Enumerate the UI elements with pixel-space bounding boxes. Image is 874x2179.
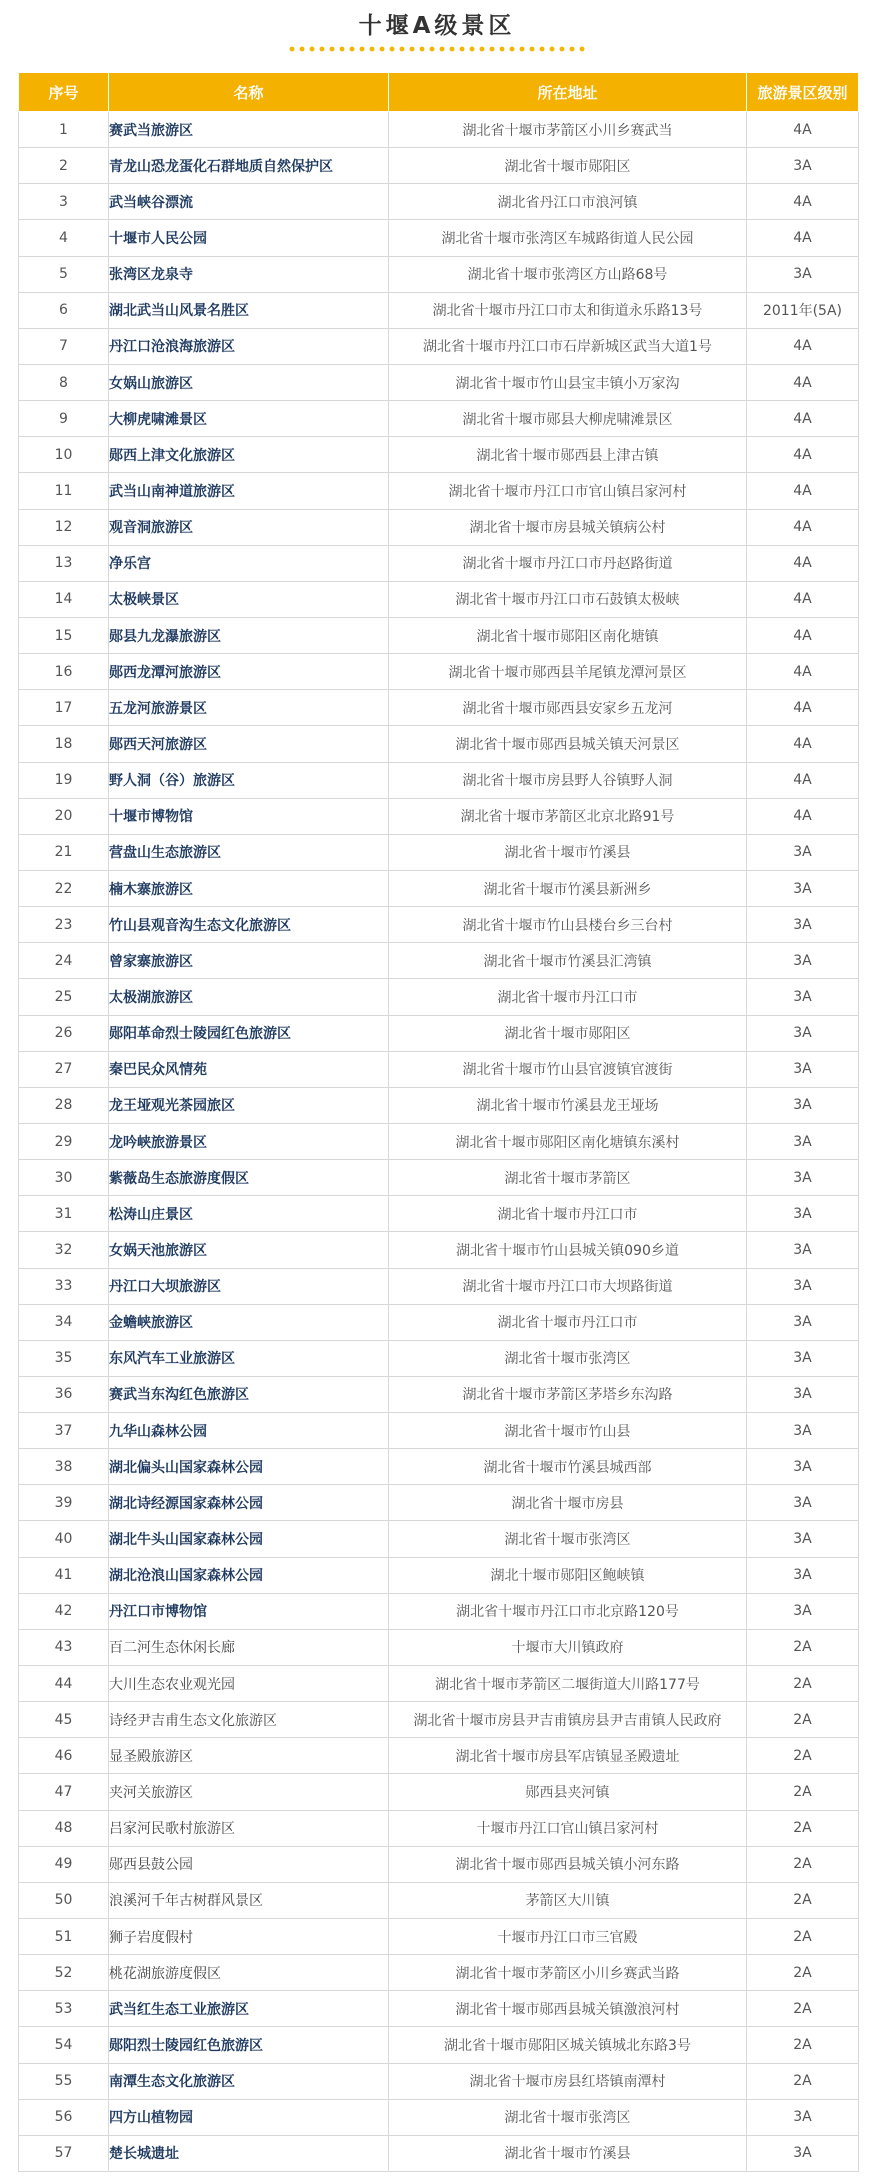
row-name: 南潭生态文化旅游区 bbox=[109, 2063, 389, 2099]
row-level: 4A bbox=[747, 328, 859, 364]
row-index: 19 bbox=[19, 762, 109, 798]
row-level: 4A bbox=[747, 473, 859, 509]
row-index: 35 bbox=[19, 1340, 109, 1376]
row-level: 2A bbox=[747, 2063, 859, 2099]
row-name: 郧西县鼓公园 bbox=[109, 1846, 389, 1882]
row-level: 2A bbox=[747, 1774, 859, 1810]
row-level: 2A bbox=[747, 1846, 859, 1882]
row-index: 56 bbox=[19, 2099, 109, 2135]
row-name: 大川生态农业观光园 bbox=[109, 1666, 389, 1702]
row-index: 49 bbox=[19, 1846, 109, 1882]
row-name: 曾家寨旅游区 bbox=[109, 943, 389, 979]
row-address: 湖北省十堰市茅箭区小川乡赛武当 bbox=[389, 112, 747, 148]
scenic-spot-table bbox=[18, 72, 859, 2172]
row-name: 十堰市人民公园 bbox=[109, 220, 389, 256]
table-row bbox=[19, 654, 859, 690]
table-row bbox=[19, 1485, 859, 1521]
table-row bbox=[19, 690, 859, 726]
row-address: 湖北省十堰市郧县大柳虎啸滩景区 bbox=[389, 401, 747, 437]
row-level: 4A bbox=[747, 184, 859, 220]
row-address: 湖北省十堰市郧阳区 bbox=[389, 1015, 747, 1051]
row-level: 3A bbox=[747, 1485, 859, 1521]
row-name: 龙王垭观光茶园旅区 bbox=[109, 1087, 389, 1123]
row-address: 湖北省十堰市茅箭区北京北路91号 bbox=[389, 798, 747, 834]
table-row bbox=[19, 617, 859, 653]
row-index: 54 bbox=[19, 2027, 109, 2063]
header-level: 旅游景区级别 bbox=[747, 73, 859, 112]
row-level: 3A bbox=[747, 1413, 859, 1449]
row-name: 湖北偏头山国家森林公园 bbox=[109, 1449, 389, 1485]
row-level: 3A bbox=[747, 979, 859, 1015]
row-index: 2 bbox=[19, 148, 109, 184]
table-row bbox=[19, 1629, 859, 1665]
row-address: 湖北省十堰市丹江口市 bbox=[389, 979, 747, 1015]
row-name: 诗经尹吉甫生态文化旅游区 bbox=[109, 1702, 389, 1738]
row-level: 3A bbox=[747, 1160, 859, 1196]
row-name: 郧县九龙瀑旅游区 bbox=[109, 617, 389, 653]
row-name: 湖北牛头山国家森林公园 bbox=[109, 1521, 389, 1557]
row-level: 4A bbox=[747, 690, 859, 726]
row-address: 湖北省十堰市竹山县楼台乡三台村 bbox=[389, 907, 747, 943]
row-name: 赛武当东沟红色旅游区 bbox=[109, 1376, 389, 1412]
table-row bbox=[19, 328, 859, 364]
table-row bbox=[19, 1991, 859, 2027]
row-address: 茅箭区大川镇 bbox=[389, 1882, 747, 1918]
table-row bbox=[19, 581, 859, 617]
page-title: 十堰A级景区 bbox=[358, 13, 516, 39]
row-name: 浪溪河千年古树群风景区 bbox=[109, 1882, 389, 1918]
row-index: 55 bbox=[19, 2063, 109, 2099]
row-address: 湖北省十堰市郧阳区城关镇城北东路3号 bbox=[389, 2027, 747, 2063]
row-index: 4 bbox=[19, 220, 109, 256]
row-address: 湖北省十堰市房县红塔镇南潭村 bbox=[389, 2063, 747, 2099]
row-index: 53 bbox=[19, 1991, 109, 2027]
row-index: 47 bbox=[19, 1774, 109, 1810]
header-index: 序号 bbox=[19, 73, 109, 112]
row-level: 4A bbox=[747, 364, 859, 400]
row-index: 10 bbox=[19, 437, 109, 473]
row-index: 43 bbox=[19, 1629, 109, 1665]
row-level: 3A bbox=[747, 1015, 859, 1051]
row-address: 湖北省十堰市竹山县城关镇090乡道 bbox=[389, 1232, 747, 1268]
row-level: 4A bbox=[747, 798, 859, 834]
row-index: 8 bbox=[19, 364, 109, 400]
row-address: 湖北省十堰市茅箭区 bbox=[389, 1160, 747, 1196]
table-row bbox=[19, 1015, 859, 1051]
row-name: 郧阳烈士陵园红色旅游区 bbox=[109, 2027, 389, 2063]
row-level: 2A bbox=[747, 2027, 859, 2063]
row-name: 湖北沧浪山国家森林公园 bbox=[109, 1557, 389, 1593]
row-index: 37 bbox=[19, 1413, 109, 1449]
row-address: 湖北省十堰市丹江口市丹赵路街道 bbox=[389, 545, 747, 581]
row-index: 26 bbox=[19, 1015, 109, 1051]
row-level: 2A bbox=[747, 1955, 859, 1991]
row-level: 2A bbox=[747, 1991, 859, 2027]
row-level: 3A bbox=[747, 1232, 859, 1268]
row-address: 湖北省十堰市丹江口市北京路120号 bbox=[389, 1593, 747, 1629]
row-name: 郧西天河旅游区 bbox=[109, 726, 389, 762]
table-row bbox=[19, 220, 859, 256]
row-index: 38 bbox=[19, 1449, 109, 1485]
row-level: 3A bbox=[747, 148, 859, 184]
row-address: 湖北省十堰市竹溪县龙王垭场 bbox=[389, 1087, 747, 1123]
table-row bbox=[19, 834, 859, 870]
row-level: 3A bbox=[747, 1304, 859, 1340]
row-address: 湖北省十堰市茅箭区小川乡赛武当路 bbox=[389, 1955, 747, 1991]
row-name: 太极湖旅游区 bbox=[109, 979, 389, 1015]
row-name: 东风汽车工业旅游区 bbox=[109, 1340, 389, 1376]
row-level: 3A bbox=[747, 1123, 859, 1159]
table-row bbox=[19, 148, 859, 184]
row-name: 紫薇岛生态旅游度假区 bbox=[109, 1160, 389, 1196]
row-address: 湖北省十堰市丹江口市官山镇吕家河村 bbox=[389, 473, 747, 509]
row-address: 湖北省十堰市房县野人谷镇野人洞 bbox=[389, 762, 747, 798]
row-index: 41 bbox=[19, 1557, 109, 1593]
table-row bbox=[19, 1051, 859, 1087]
table-row bbox=[19, 509, 859, 545]
table-body bbox=[19, 112, 859, 2172]
row-address: 湖北省十堰市张湾区 bbox=[389, 2099, 747, 2135]
row-level: 3A bbox=[747, 2135, 859, 2171]
table-header-row bbox=[19, 73, 859, 112]
table-row bbox=[19, 979, 859, 1015]
row-level: 3A bbox=[747, 2099, 859, 2135]
row-name: 吕家河民歌村旅游区 bbox=[109, 1810, 389, 1846]
row-name: 金蟾峡旅游区 bbox=[109, 1304, 389, 1340]
row-address: 湖北省十堰市竹溪县汇湾镇 bbox=[389, 943, 747, 979]
row-level: 3A bbox=[747, 1521, 859, 1557]
table-row bbox=[19, 1232, 859, 1268]
row-index: 44 bbox=[19, 1666, 109, 1702]
row-address: 湖北省十堰市丹江口市石鼓镇太极峡 bbox=[389, 581, 747, 617]
row-name: 张湾区龙泉寺 bbox=[109, 256, 389, 292]
row-address: 湖北省十堰市郧阳区 bbox=[389, 148, 747, 184]
row-name: 桃花湖旅游度假区 bbox=[109, 1955, 389, 1991]
row-level: 3A bbox=[747, 907, 859, 943]
row-address: 湖北省十堰市茅箭区茅塔乡东沟路 bbox=[389, 1376, 747, 1412]
row-index: 23 bbox=[19, 907, 109, 943]
row-level: 4A bbox=[747, 401, 859, 437]
row-name: 十堰市博物馆 bbox=[109, 798, 389, 834]
row-level: 2A bbox=[747, 1882, 859, 1918]
table-row bbox=[19, 437, 859, 473]
row-name: 楚长城遗址 bbox=[109, 2135, 389, 2171]
row-index: 3 bbox=[19, 184, 109, 220]
row-name: 郧西龙潭河旅游区 bbox=[109, 654, 389, 690]
table-row bbox=[19, 1738, 859, 1774]
row-name: 显圣殿旅游区 bbox=[109, 1738, 389, 1774]
table-row bbox=[19, 1955, 859, 1991]
row-index: 7 bbox=[19, 328, 109, 364]
table-row bbox=[19, 1123, 859, 1159]
table-row bbox=[19, 1846, 859, 1882]
row-index: 17 bbox=[19, 690, 109, 726]
row-index: 16 bbox=[19, 654, 109, 690]
row-level: 3A bbox=[747, 1340, 859, 1376]
row-address: 湖北省十堰市张湾区 bbox=[389, 1340, 747, 1376]
table-row bbox=[19, 364, 859, 400]
table-row bbox=[19, 2135, 859, 2171]
table-row bbox=[19, 1521, 859, 1557]
row-address: 湖北省十堰市丹江口市大坝路街道 bbox=[389, 1268, 747, 1304]
table-row bbox=[19, 870, 859, 906]
row-level: 3A bbox=[747, 256, 859, 292]
table-row bbox=[19, 1666, 859, 1702]
row-name: 丹江口大坝旅游区 bbox=[109, 1268, 389, 1304]
row-index: 34 bbox=[19, 1304, 109, 1340]
row-address: 湖北省十堰市竹溪县城西部 bbox=[389, 1449, 747, 1485]
table-row bbox=[19, 1882, 859, 1918]
row-index: 1 bbox=[19, 112, 109, 148]
row-level: 3A bbox=[747, 1051, 859, 1087]
table-row bbox=[19, 401, 859, 437]
row-name: 四方山植物园 bbox=[109, 2099, 389, 2135]
row-address: 湖北省十堰市竹山县 bbox=[389, 1413, 747, 1449]
row-address: 湖北省十堰市房县城关镇病公村 bbox=[389, 509, 747, 545]
row-index: 50 bbox=[19, 1882, 109, 1918]
row-level: 2A bbox=[747, 1666, 859, 1702]
row-address: 湖北省十堰市竹溪县 bbox=[389, 2135, 747, 2171]
row-level: 4A bbox=[747, 509, 859, 545]
table-row bbox=[19, 1919, 859, 1955]
row-level: 4A bbox=[747, 112, 859, 148]
row-level: 3A bbox=[747, 870, 859, 906]
row-address: 湖北省十堰市丹江口市石岸新城区武当大道1号 bbox=[389, 328, 747, 364]
row-address: 湖北省十堰市丹江口市太和街道永乐路13号 bbox=[389, 292, 747, 328]
row-address: 湖北省十堰市张湾区 bbox=[389, 1521, 747, 1557]
row-level: 3A bbox=[747, 1376, 859, 1412]
table-row bbox=[19, 1413, 859, 1449]
row-address: 湖北省十堰市房县军店镇显圣殿遗址 bbox=[389, 1738, 747, 1774]
row-index: 12 bbox=[19, 509, 109, 545]
header-name: 名称 bbox=[109, 73, 389, 112]
row-index: 29 bbox=[19, 1123, 109, 1159]
row-level: 4A bbox=[747, 437, 859, 473]
row-address: 湖北省十堰市竹山县宝丰镇小万家沟 bbox=[389, 364, 747, 400]
row-address: 湖北省十堰市张湾区车城路街道人民公园 bbox=[389, 220, 747, 256]
row-address: 湖北省十堰市丹江口市 bbox=[389, 1196, 747, 1232]
row-index: 24 bbox=[19, 943, 109, 979]
row-address: 湖北省十堰市郧阳区南化塘镇东溪村 bbox=[389, 1123, 747, 1159]
row-level: 3A bbox=[747, 1449, 859, 1485]
row-index: 18 bbox=[19, 726, 109, 762]
table-row bbox=[19, 256, 859, 292]
row-name: 五龙河旅游景区 bbox=[109, 690, 389, 726]
row-index: 15 bbox=[19, 617, 109, 653]
row-name: 丹江口市博物馆 bbox=[109, 1593, 389, 1629]
row-index: 27 bbox=[19, 1051, 109, 1087]
row-address: 湖北省十堰市郧西县上津古镇 bbox=[389, 437, 747, 473]
table-row bbox=[19, 545, 859, 581]
row-address: 湖北省十堰市竹溪县新洲乡 bbox=[389, 870, 747, 906]
table-row bbox=[19, 473, 859, 509]
table-row bbox=[19, 1196, 859, 1232]
row-name: 净乐宫 bbox=[109, 545, 389, 581]
row-index: 36 bbox=[19, 1376, 109, 1412]
row-name: 野人洞（谷）旅游区 bbox=[109, 762, 389, 798]
row-level: 3A bbox=[747, 943, 859, 979]
row-index: 42 bbox=[19, 1593, 109, 1629]
row-index: 5 bbox=[19, 256, 109, 292]
row-name: 狮子岩度假村 bbox=[109, 1919, 389, 1955]
row-level: 3A bbox=[747, 834, 859, 870]
row-address: 湖北省十堰市郧西县城关镇小河东路 bbox=[389, 1846, 747, 1882]
table-row bbox=[19, 1810, 859, 1846]
table-row bbox=[19, 1774, 859, 1810]
row-name: 女娲山旅游区 bbox=[109, 364, 389, 400]
row-index: 14 bbox=[19, 581, 109, 617]
row-level: 4A bbox=[747, 581, 859, 617]
row-index: 32 bbox=[19, 1232, 109, 1268]
row-address: 湖北省十堰市丹江口市 bbox=[389, 1304, 747, 1340]
row-address: 湖北十堰市郧阳区鲍峡镇 bbox=[389, 1557, 747, 1593]
row-address: 湖北省十堰市茅箭区二堰街道大川路177号 bbox=[389, 1666, 747, 1702]
row-name: 楠木寨旅游区 bbox=[109, 870, 389, 906]
row-level: 4A bbox=[747, 220, 859, 256]
row-index: 20 bbox=[19, 798, 109, 834]
row-name: 丹江口沧浪海旅游区 bbox=[109, 328, 389, 364]
table-row bbox=[19, 762, 859, 798]
table-row bbox=[19, 1449, 859, 1485]
row-address: 湖北省十堰市房县 bbox=[389, 1485, 747, 1521]
row-level: 3A bbox=[747, 1268, 859, 1304]
row-level: 4A bbox=[747, 545, 859, 581]
row-index: 31 bbox=[19, 1196, 109, 1232]
row-name: 武当山南神道旅游区 bbox=[109, 473, 389, 509]
row-name: 大柳虎啸滩景区 bbox=[109, 401, 389, 437]
row-name: 夹河关旅游区 bbox=[109, 1774, 389, 1810]
row-index: 6 bbox=[19, 292, 109, 328]
row-index: 40 bbox=[19, 1521, 109, 1557]
row-level: 4A bbox=[747, 762, 859, 798]
row-address: 湖北省十堰市房县尹吉甫镇房县尹吉甫镇人民政府 bbox=[389, 1702, 747, 1738]
row-name: 武当红生态工业旅游区 bbox=[109, 1991, 389, 2027]
row-name: 秦巴民众风情苑 bbox=[109, 1051, 389, 1087]
row-index: 25 bbox=[19, 979, 109, 1015]
row-index: 28 bbox=[19, 1087, 109, 1123]
row-level: 4A bbox=[747, 654, 859, 690]
row-level: 4A bbox=[747, 617, 859, 653]
row-name: 青龙山恐龙蛋化石群地质自然保护区 bbox=[109, 148, 389, 184]
table-row bbox=[19, 1268, 859, 1304]
header-address: 所在地址 bbox=[389, 73, 747, 112]
row-address: 湖北省十堰市郧西县城关镇天河景区 bbox=[389, 726, 747, 762]
table-row bbox=[19, 907, 859, 943]
row-address: 十堰市大川镇政府 bbox=[389, 1629, 747, 1665]
row-index: 51 bbox=[19, 1919, 109, 1955]
row-level: 3A bbox=[747, 1557, 859, 1593]
row-name: 湖北诗经源国家森林公园 bbox=[109, 1485, 389, 1521]
row-name: 竹山县观音沟生态文化旅游区 bbox=[109, 907, 389, 943]
row-name: 龙吟峡旅游景区 bbox=[109, 1123, 389, 1159]
row-name: 松涛山庄景区 bbox=[109, 1196, 389, 1232]
row-address: 湖北省十堰市郧西县羊尾镇龙潭河景区 bbox=[389, 654, 747, 690]
table-row bbox=[19, 1087, 859, 1123]
table-row bbox=[19, 1160, 859, 1196]
table-row bbox=[19, 1702, 859, 1738]
title-dot-divider bbox=[287, 46, 587, 52]
row-level: 2A bbox=[747, 1919, 859, 1955]
table-row bbox=[19, 1593, 859, 1629]
row-level: 2A bbox=[747, 1810, 859, 1846]
row-index: 52 bbox=[19, 1955, 109, 1991]
table-row bbox=[19, 2027, 859, 2063]
row-name: 赛武当旅游区 bbox=[109, 112, 389, 148]
table-row bbox=[19, 798, 859, 834]
row-level: 2A bbox=[747, 1738, 859, 1774]
row-name: 营盘山生态旅游区 bbox=[109, 834, 389, 870]
row-index: 46 bbox=[19, 1738, 109, 1774]
row-name: 湖北武当山风景名胜区 bbox=[109, 292, 389, 328]
table-row bbox=[19, 184, 859, 220]
row-address: 湖北省十堰市郧西县安家乡五龙河 bbox=[389, 690, 747, 726]
row-index: 21 bbox=[19, 834, 109, 870]
row-index: 13 bbox=[19, 545, 109, 581]
row-index: 9 bbox=[19, 401, 109, 437]
row-address: 湖北省十堰市郧西县城关镇激浪河村 bbox=[389, 1991, 747, 2027]
row-address: 湖北省十堰市竹山县官渡镇官渡街 bbox=[389, 1051, 747, 1087]
row-index: 39 bbox=[19, 1485, 109, 1521]
table-row bbox=[19, 112, 859, 148]
table-row bbox=[19, 1340, 859, 1376]
row-index: 45 bbox=[19, 1702, 109, 1738]
table-row bbox=[19, 1376, 859, 1412]
row-name: 武当峡谷漂流 bbox=[109, 184, 389, 220]
row-name: 郧阳革命烈士陵园红色旅游区 bbox=[109, 1015, 389, 1051]
table-row bbox=[19, 726, 859, 762]
row-index: 33 bbox=[19, 1268, 109, 1304]
row-name: 女娲天池旅游区 bbox=[109, 1232, 389, 1268]
table-row bbox=[19, 2099, 859, 2135]
row-level: 3A bbox=[747, 1196, 859, 1232]
row-name: 九华山森林公园 bbox=[109, 1413, 389, 1449]
row-name: 太极峡景区 bbox=[109, 581, 389, 617]
row-level: 4A bbox=[747, 726, 859, 762]
row-level: 2A bbox=[747, 1702, 859, 1738]
row-index: 57 bbox=[19, 2135, 109, 2171]
row-index: 48 bbox=[19, 1810, 109, 1846]
row-address: 十堰市丹江口官山镇吕家河村 bbox=[389, 1810, 747, 1846]
row-address: 湖北省十堰市竹溪县 bbox=[389, 834, 747, 870]
row-name: 郧西上津文化旅游区 bbox=[109, 437, 389, 473]
row-address: 湖北省十堰市郧阳区南化塘镇 bbox=[389, 617, 747, 653]
table-row bbox=[19, 2063, 859, 2099]
row-level: 2011年(5A) bbox=[747, 292, 859, 328]
row-name: 百二河生态休闲长廊 bbox=[109, 1629, 389, 1665]
row-address: 湖北省十堰市张湾区方山路68号 bbox=[389, 256, 747, 292]
row-level: 2A bbox=[747, 1629, 859, 1665]
row-index: 22 bbox=[19, 870, 109, 906]
row-address: 郧西县夹河镇 bbox=[389, 1774, 747, 1810]
row-index: 11 bbox=[19, 473, 109, 509]
table-row bbox=[19, 943, 859, 979]
table-row bbox=[19, 292, 859, 328]
row-name: 观音洞旅游区 bbox=[109, 509, 389, 545]
row-level: 3A bbox=[747, 1593, 859, 1629]
table-row bbox=[19, 1557, 859, 1593]
row-level: 3A bbox=[747, 1087, 859, 1123]
table-row bbox=[19, 1304, 859, 1340]
row-address: 湖北省丹江口市浪河镇 bbox=[389, 184, 747, 220]
row-address: 十堰市丹江口市三官殿 bbox=[389, 1919, 747, 1955]
row-index: 30 bbox=[19, 1160, 109, 1196]
